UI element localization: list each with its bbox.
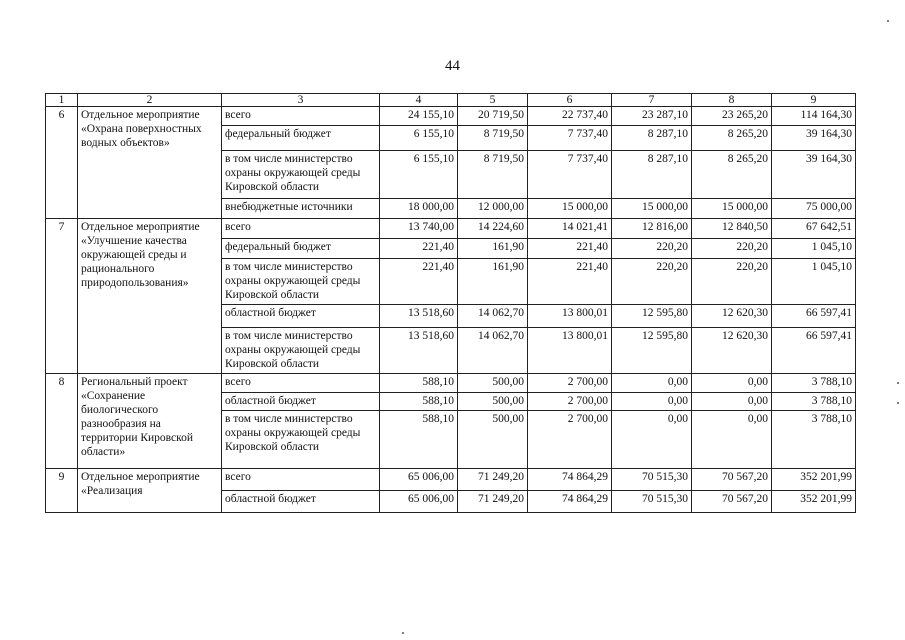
value-cell: 74 864,29 xyxy=(528,469,612,491)
header-cell: 5 xyxy=(458,94,528,107)
funding-source: всего xyxy=(222,219,380,239)
header-cell: 6 xyxy=(528,94,612,107)
funding-source: областной бюджет xyxy=(222,393,380,411)
value-cell: 12 840,50 xyxy=(692,219,772,239)
value-cell: 8 287,10 xyxy=(612,151,692,199)
value-cell: 2 700,00 xyxy=(528,393,612,411)
value-cell: 220,20 xyxy=(612,259,692,305)
value-cell: 588,10 xyxy=(380,393,458,411)
value-cell: 588,10 xyxy=(380,374,458,393)
total-cell: 114 164,30 xyxy=(772,107,856,126)
value-cell: 8 265,20 xyxy=(692,126,772,151)
header-cell: 7 xyxy=(612,94,692,107)
funding-source: в том числе министерство охраны окружающей среды Кировской области xyxy=(222,151,380,199)
value-cell: 7 737,40 xyxy=(528,126,612,151)
total-cell: 1 045,10 xyxy=(772,259,856,305)
value-cell: 14 224,60 xyxy=(458,219,528,239)
value-cell: 15 000,00 xyxy=(612,199,692,219)
value-cell: 12 816,00 xyxy=(612,219,692,239)
funding-source: в том числе министерство охраны окружающей среды Кировской области xyxy=(222,411,380,469)
value-cell: 161,90 xyxy=(458,239,528,259)
value-cell: 70 515,30 xyxy=(612,469,692,491)
table-row xyxy=(46,374,856,393)
value-cell: 70 515,30 xyxy=(612,491,692,513)
total-cell: 75 000,00 xyxy=(772,199,856,219)
value-cell: 500,00 xyxy=(458,393,528,411)
measure-name: Региональный проект «Сохранение биологического разнообразия на территории Кировской области» xyxy=(78,374,222,469)
value-cell: 13 800,01 xyxy=(528,328,612,374)
value-cell: 588,10 xyxy=(380,411,458,469)
value-cell: 23 287,10 xyxy=(612,107,692,126)
value-cell: 500,00 xyxy=(458,411,528,469)
scan-speck xyxy=(897,402,899,404)
value-cell: 2 700,00 xyxy=(528,374,612,393)
budget-table xyxy=(45,93,856,513)
value-cell: 0,00 xyxy=(692,411,772,469)
value-cell: 12 595,80 xyxy=(612,328,692,374)
measure-name: Отдельное мероприятие «Реализация xyxy=(78,469,222,513)
value-cell: 6 155,10 xyxy=(380,151,458,199)
value-cell: 24 155,10 xyxy=(380,107,458,126)
funding-source: федеральный бюджет xyxy=(222,126,380,151)
value-cell: 71 249,20 xyxy=(458,469,528,491)
value-cell: 221,40 xyxy=(380,259,458,305)
row-number: 8 xyxy=(46,374,78,469)
total-cell: 66 597,41 xyxy=(772,328,856,374)
value-cell: 71 249,20 xyxy=(458,491,528,513)
value-cell: 12 000,00 xyxy=(458,199,528,219)
value-cell: 500,00 xyxy=(458,374,528,393)
header-row xyxy=(46,94,856,107)
funding-source: всего xyxy=(222,107,380,126)
total-cell: 39 164,30 xyxy=(772,126,856,151)
header-cell: 9 xyxy=(772,94,856,107)
value-cell: 0,00 xyxy=(612,393,692,411)
scan-speck xyxy=(887,20,889,22)
total-cell: 3 788,10 xyxy=(772,374,856,393)
value-cell: 14 062,70 xyxy=(458,328,528,374)
value-cell: 22 737,40 xyxy=(528,107,612,126)
value-cell: 0,00 xyxy=(612,411,692,469)
header-cell: 4 xyxy=(380,94,458,107)
value-cell: 74 864,29 xyxy=(528,491,612,513)
total-cell: 3 788,10 xyxy=(772,393,856,411)
funding-source: федеральный бюджет xyxy=(222,239,380,259)
value-cell: 2 700,00 xyxy=(528,411,612,469)
header-cell: 3 xyxy=(222,94,380,107)
value-cell: 220,20 xyxy=(692,239,772,259)
header-cell: 1 xyxy=(46,94,78,107)
value-cell: 65 006,00 xyxy=(380,469,458,491)
value-cell: 8 265,20 xyxy=(692,151,772,199)
value-cell: 220,20 xyxy=(692,259,772,305)
header-cell: 8 xyxy=(692,94,772,107)
value-cell: 70 567,20 xyxy=(692,491,772,513)
header-cell: 2 xyxy=(78,94,222,107)
funding-source: областной бюджет xyxy=(222,491,380,513)
value-cell: 0,00 xyxy=(692,374,772,393)
value-cell: 14 062,70 xyxy=(458,305,528,328)
measure-name: Отдельное мероприятие «Охрана поверхностных водных объектов» xyxy=(78,107,222,219)
value-cell: 8 719,50 xyxy=(458,151,528,199)
value-cell: 0,00 xyxy=(612,374,692,393)
funding-source: всего xyxy=(222,374,380,393)
value-cell: 18 000,00 xyxy=(380,199,458,219)
value-cell: 12 595,80 xyxy=(612,305,692,328)
value-cell: 221,40 xyxy=(528,259,612,305)
funding-source: областной бюджет xyxy=(222,305,380,328)
value-cell: 0,00 xyxy=(692,393,772,411)
value-cell: 161,90 xyxy=(458,259,528,305)
total-cell: 352 201,99 xyxy=(772,469,856,491)
value-cell: 23 265,20 xyxy=(692,107,772,126)
row-number: 9 xyxy=(46,469,78,513)
funding-source: в том числе министерство охраны окружающей среды Кировской области xyxy=(222,328,380,374)
row-number: 6 xyxy=(46,107,78,219)
scan-speck xyxy=(897,382,899,384)
row-number: 7 xyxy=(46,219,78,374)
funding-source: всего xyxy=(222,469,380,491)
page-number: 44 xyxy=(445,58,460,74)
value-cell: 13 740,00 xyxy=(380,219,458,239)
funding-source: в том числе министерство охраны окружающей среды Кировской области xyxy=(222,259,380,305)
total-cell: 1 045,10 xyxy=(772,239,856,259)
table-row xyxy=(46,107,856,126)
total-cell: 3 788,10 xyxy=(772,411,856,469)
value-cell: 221,40 xyxy=(528,239,612,259)
total-cell: 67 642,51 xyxy=(772,219,856,239)
total-cell: 352 201,99 xyxy=(772,491,856,513)
value-cell: 220,20 xyxy=(612,239,692,259)
value-cell: 13 518,60 xyxy=(380,328,458,374)
value-cell: 15 000,00 xyxy=(692,199,772,219)
value-cell: 15 000,00 xyxy=(528,199,612,219)
value-cell: 8 287,10 xyxy=(612,126,692,151)
value-cell: 70 567,20 xyxy=(692,469,772,491)
scan-speck xyxy=(402,632,404,634)
value-cell: 13 518,60 xyxy=(380,305,458,328)
value-cell: 20 719,50 xyxy=(458,107,528,126)
value-cell: 6 155,10 xyxy=(380,126,458,151)
total-cell: 66 597,41 xyxy=(772,305,856,328)
value-cell: 12 620,30 xyxy=(692,328,772,374)
table-row xyxy=(46,469,856,491)
value-cell: 12 620,30 xyxy=(692,305,772,328)
value-cell: 7 737,40 xyxy=(528,151,612,199)
value-cell: 65 006,00 xyxy=(380,491,458,513)
funding-source: внебюджетные источники xyxy=(222,199,380,219)
total-cell: 39 164,30 xyxy=(772,151,856,199)
table-row xyxy=(46,219,856,239)
value-cell: 8 719,50 xyxy=(458,126,528,151)
value-cell: 14 021,41 xyxy=(528,219,612,239)
measure-name: Отдельное мероприятие «Улучшение качества окружающей среды и рационального природопользования» xyxy=(78,219,222,374)
value-cell: 221,40 xyxy=(380,239,458,259)
value-cell: 13 800,01 xyxy=(528,305,612,328)
